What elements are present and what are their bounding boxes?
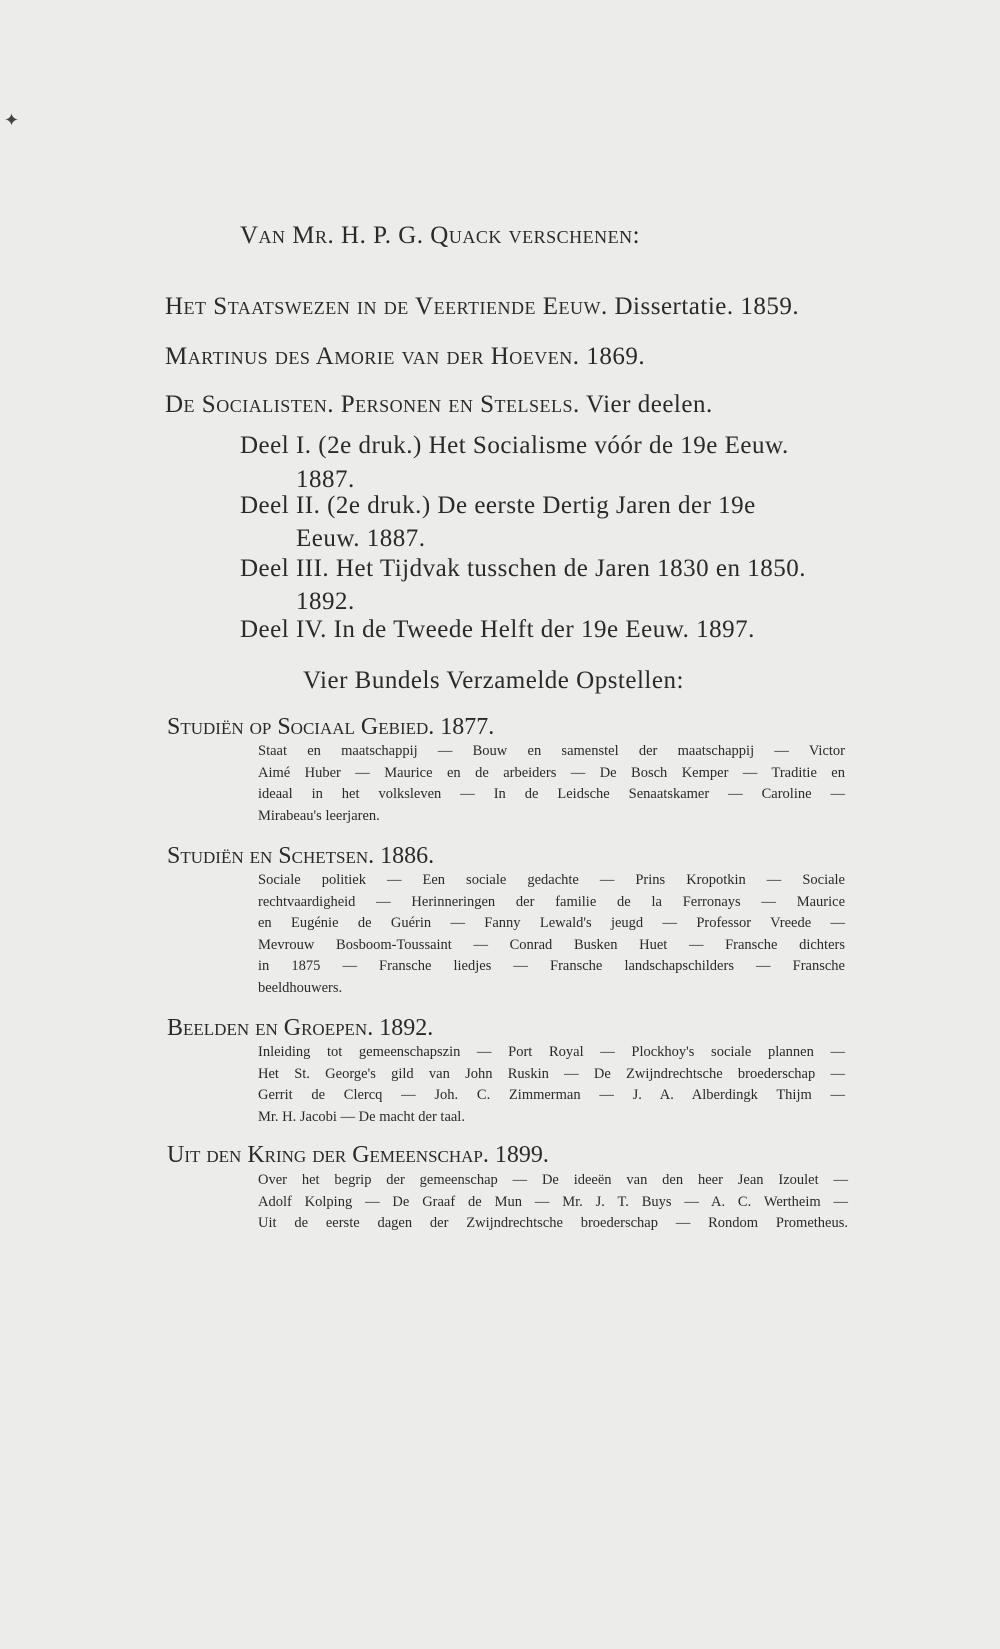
bundel-title: Beelden en Groepen. 1892. (167, 1015, 434, 1041)
bundel-title: Studiën en Schetsen. 1886. (167, 843, 435, 869)
bundel-contents: Sociale politiek — Een sociale gedachte — Prins Kropotkin — Sociale rechtvaardigheid — Herinneringen der familie de la Ferronays — Maurice en Eugénie de Guérin — Fanny Lewald's jeugd — Professor Vreede — Mevrouw Bosboom-Toussaint — Conrad Busken Huet — Fransche dichters in 1875 — Fransche liedjes — Fransche landschapschilders — Fransche beeldhouwers. (258, 872, 845, 996)
work-entry (165, 293, 799, 321)
scan-mark: ✦ (4, 110, 20, 130)
bundel-contents: Staat en maatschappij — Bouw en samenstel der maatschappij — Victor Aimé Huber — Maurice en de arbeiders — De Bosch Kemper — Traditie en ideaal in het volksleven — In de Leidsche Senaatskamer — Caroline — Mirabeau's leerjaren. (258, 743, 845, 824)
volume-entry: Deel IV. In de Tweede Helft der 19e Eeuw. 1897. (240, 616, 755, 643)
volume-year: Eeuw. 1887. (296, 525, 426, 552)
volume-entry: Deel I. (2e druk.) Het Socialisme vóór de 19e Eeuw. (240, 432, 789, 459)
work-title: De Socialisten. Personen en Stelsels. (165, 391, 580, 418)
work-title: Martinus des Amorie van der Hoeven. (165, 343, 580, 370)
author-line: Van Mr. H. P. G. Quack verschenen: (240, 222, 641, 249)
work-entry (165, 343, 645, 371)
work-detail: Dissertatie. 1859. (607, 293, 800, 320)
bundel-contents: Inleiding tot gemeenschapszin — Port Royal — Plockhoy's sociale plannen — Het St. George's gild van John Ruskin — De Zwijndrechtsche broederschap — Gerrit de Clercq — Joh. C. Zimmerman — J. A. Alberdingk Thijm — Mr. H. Jacobi — De macht der taal. (258, 1044, 845, 1125)
work-detail: 1869. (579, 343, 646, 370)
work-entry (165, 391, 713, 419)
bundel-title: Studiën op Sociaal Gebied. 1877. (167, 714, 495, 740)
volume-entry: Deel III. Het Tijdvak tusschen de Jaren 1830 en 1850. (240, 555, 806, 582)
volume-entry: Deel II. (2e druk.) De eerste Dertig Jaren der 19e (240, 492, 756, 519)
work-title: Het Staatswezen in de Veertiende Eeuw. (165, 293, 608, 320)
volume-year: 1887. (296, 466, 355, 493)
bundel-contents: Over het begrip der gemeenschap — De ideeën van den heer Jean Izoulet — Adolf Kolping — De Graaf de Mun — Mr. J. T. Buys — A. C. Wertheim — Uit de eerste dagen der Zwijndrechtsche broederschap — Rondom Prometheus. (258, 1172, 848, 1231)
volume-year: 1892. (296, 588, 355, 615)
work-detail: Vier deelen. (579, 391, 713, 418)
bundel-title: Uit den Kring der Gemeenschap. 1899. (167, 1142, 549, 1168)
bundels-heading: Vier Bundels Verzamelde Opstellen: (303, 667, 684, 694)
